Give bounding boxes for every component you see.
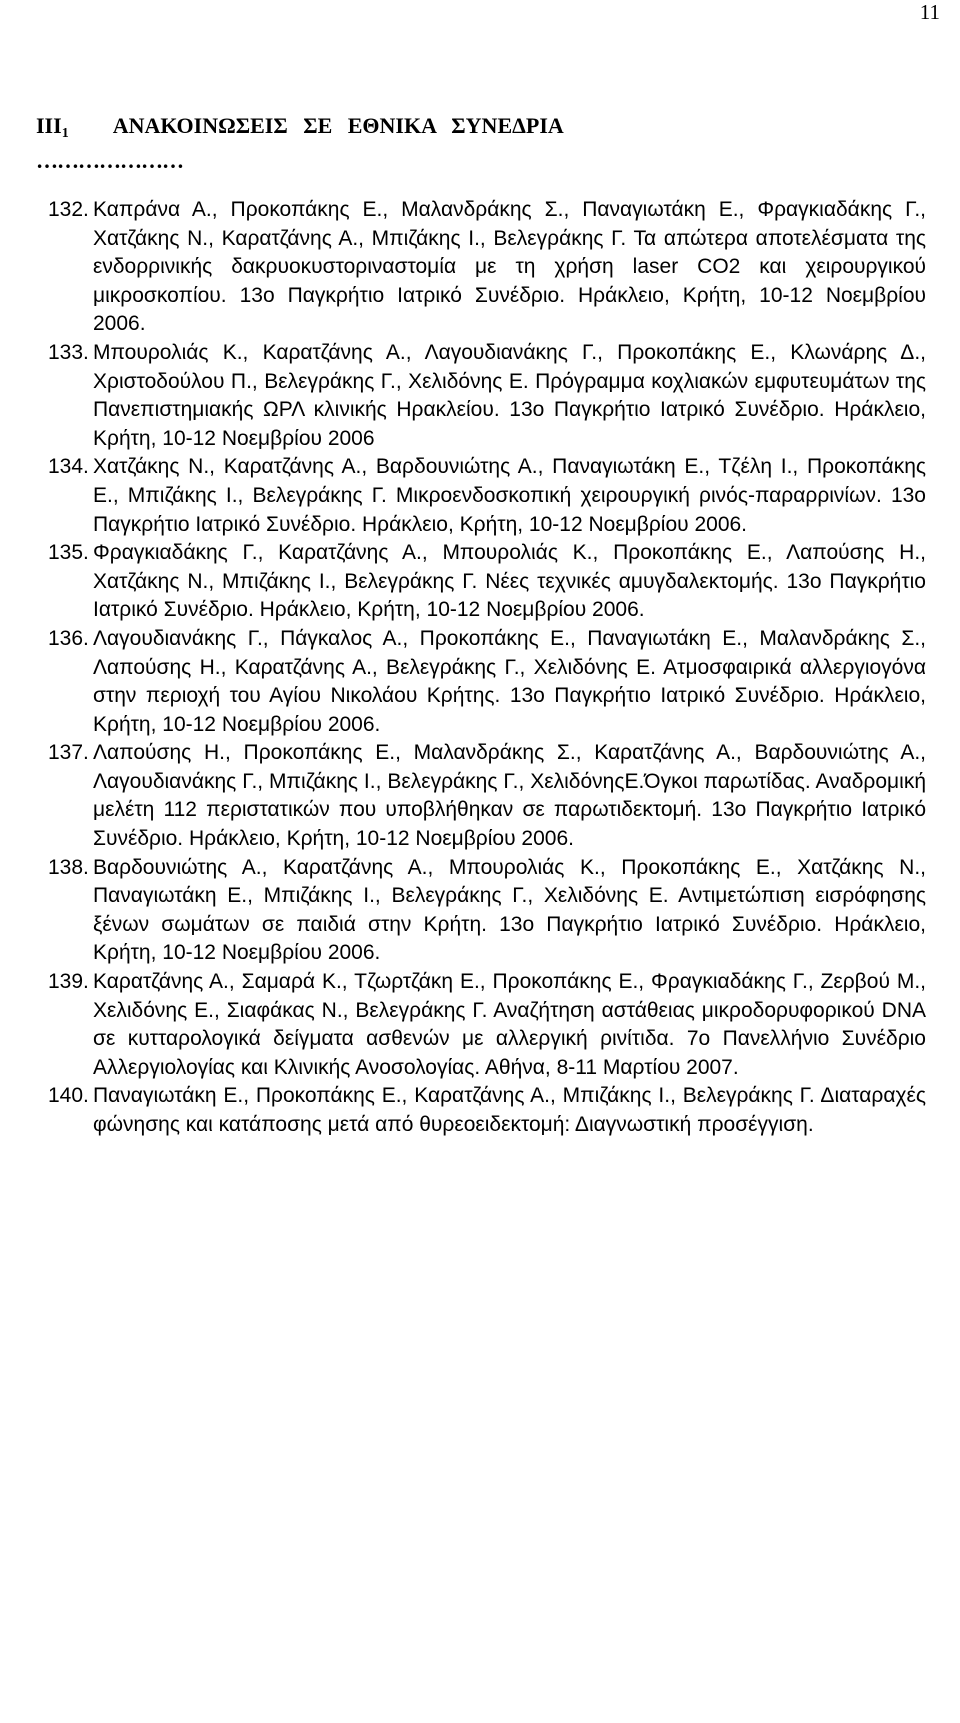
list-item	[48, 1082, 926, 1139]
entry-text: Καρατζάνης Α., Σαμαρά Κ., Τζωρτζάκη Ε., Προκοπάκης Ε., Φραγκιαδάκης Γ., Ζερβού Μ., Χελιδόνης Ε., Σιαφάκας Ν., Βελεγράκης Γ. Αναζήτηση αστάθειας μικροδορυφορικού DNA σε κυτταρολογικά δείγματα ασθενών με αλλεργική ρινίτιδα. 7ο Πανελλήνιο Συνέδριο Αλλεργιολογίας και Κλινικής Ανοσολογίας. Αθήνα, 8-11 Μαρτίου 2007.	[93, 970, 926, 1079]
entry-number: 137.	[48, 741, 89, 765]
page-number: 11	[919, 0, 940, 24]
entry-number: 133.	[48, 340, 89, 364]
list-item	[48, 739, 926, 853]
entry-text: Χατζάκης Ν., Καρατζάνης Α., Βαρδουνιώτης Α., Παναγιωτάκη Ε., Τζέλη Ι., Προκοπάκης Ε., Μπιζάκης Ι., Βελεγράκης Γ. Μικροενδοσκοπική χειρουργική ρινός-παραρρινίων. 13ο Παγκρήτιο Ιατρικό Συνέδριο. Ηράκλειο, Κρήτη, 10-12 Νοεμβρίου 2006.	[93, 455, 926, 536]
entry-text: Λαγουδιανάκης Γ., Πάγκαλος Α., Προκοπάκης Ε., Παναγιωτάκη Ε., Μαλανδράκης Σ., Λαπούσης Η., Καρατζάνης Α., Βελεγράκης Γ., Χελιδόνης Ε. Ατμοσφαιρικά αλλεργιογόνα στην περιοχή του Αγίου Νικολάου Κρήτης. 13ο Παγκρήτιο Ιατρικό Συνέδριο. Ηράκλειο, Κρήτη, 10-12 Νοεμβρίου 2006.	[93, 626, 926, 736]
entry-number: 134.	[48, 455, 89, 479]
list-item	[48, 453, 926, 539]
entry-text: Παναγιωτάκη Ε., Προκοπάκης Ε., Καρατζάνης Α., Μπιζάκης Ι., Βελεγράκης Γ. Διαταραχές φώνησης και κατάποσης μετά από θυρεοειδεκτομή: Διαγνωστική προσέγγιση.	[93, 1084, 926, 1136]
list-item	[48, 196, 926, 339]
entry-number: 135.	[48, 541, 89, 565]
list-item	[48, 339, 926, 453]
entry-text: Φραγκιαδάκης Γ., Καρατζάνης Α., Μπουρολιάς Κ., Προκοπάκης Ε., Λαπούσης Η., Χατζάκης Ν., Μπιζάκης Ι., Βελεγράκης Γ. Νέες τεχνικές αμυγδαλεκτομής. 13ο Παγκρήτιο Ιατρικό Συνέδριο. Ηράκλειο, Κρήτη, 10-12 Νοεμβρίου 2006.	[93, 541, 926, 622]
list-item	[48, 539, 926, 625]
section-heading	[36, 112, 564, 148]
entry-text: Καπράνα Α., Προκοπάκης Ε., Μαλανδράκης Σ., Παναγιωτάκη Ε., Φραγκιαδάκης Γ., Χατζάκης Ν., Καρατζάνης Α., Μπιζάκης Ι., Βελεγράκης Γ. Τα απώτερα αποτελέσματα της ενδορρινικής δακρυοκυστοριναστομία με τη χρήση laser CO2 και χειρουργικού μικροσκοπίου. 13ο Παγκρήτιο Ιατρικό Συνέδριο. Ηράκλειο, Κρήτη, 10-12 Νοεμβρίου 2006.	[93, 198, 926, 336]
entry-number: 136.	[48, 626, 89, 650]
publication-list	[48, 196, 926, 1140]
list-item	[48, 854, 926, 968]
heading-dots: …………………	[36, 148, 183, 173]
list-item	[48, 968, 926, 1082]
entry-number: 140.	[48, 1084, 89, 1108]
section-title: ΑΝΑΚΟΙΝΩΣΕΙΣ ΣΕ ΕΘΝΙΚΑ ΣΥΝΕΔΡΙΑ	[112, 113, 564, 138]
entry-text: Λαπούσης Η., Προκοπάκης Ε., Μαλανδράκης Σ., Καρατζάνης Α., Βαρδουνιώτης Α., Λαγουδιανάκης Γ., Μπιζάκης Ι., Βελεγράκης Γ., ΧελιδόνηςΕ.Όγκοι παρωτίδας. Αναδρομική μελέτη 112 περιστατικών που υποβλήθηκαν σε παρωτιδεκτομή. 13ο Παγκρήτιο Ιατρικό Συνέδριο. Ηράκλειο, Κρήτη, 10-12 Νοεμβρίου 2006.	[93, 741, 926, 851]
entry-number: 138.	[48, 855, 89, 879]
entry-text: Μπουρολιάς Κ., Καρατζάνης Α., Λαγουδιανάκης Γ., Προκοπάκης Ε., Κλωνάρης Δ., Χριστοδούλου Π., Βελεγράκης Γ., Χελιδόνης Ε. Πρόγραμμα κοχλιακών εμφυτευμάτων της Πανεπιστημιακής ΩΡΛ κλινικής Ηρακλείου. 13ο Παγκρήτιο Ιατρικό Συνέδριο. Ηράκλειο, Κρήτη, 10-12 Νοεμβρίου 2006	[93, 340, 926, 450]
entry-number: 132.	[48, 198, 89, 221]
section-subscript: 1	[61, 126, 69, 141]
entry-number: 139.	[48, 970, 89, 994]
entry-text: Βαρδουνιώτης Α., Καρατζάνης Α., Μπουρολιάς Κ., Προκοπάκης Ε., Χατζάκης Ν., Παναγιωτάκη Ε., Μπιζάκης Ι., Βελεγράκης Γ., Χελιδόνης Ε. Αντιμετώπιση εισρόφησης ξένων σωμάτων σε παιδιά στην Κρήτη. 13ο Παγκρήτιο Ιατρικό Συνέδριο. Ηράκλειο, Κρήτη, 10-12 Νοεμβρίου 2006.	[93, 855, 926, 965]
section-roman-numeral: ΙΙΙ	[36, 113, 62, 138]
list-item	[48, 625, 926, 739]
